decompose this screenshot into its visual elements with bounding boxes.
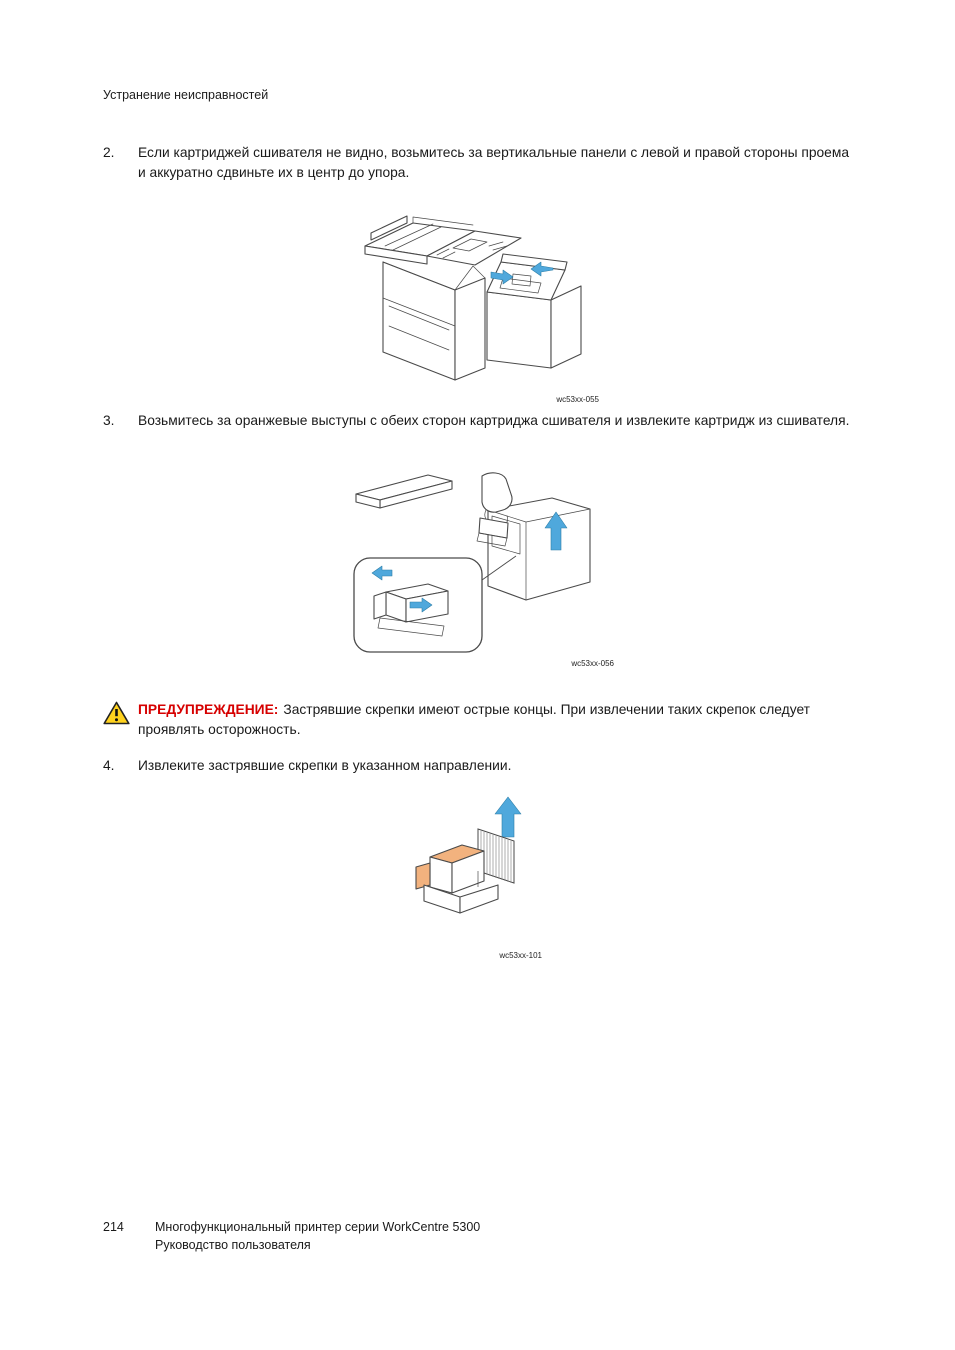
figure-caption: wc53xx-101 bbox=[499, 951, 542, 960]
step-text: Если картриджей сшивателя не видно, возьмитесь за вертикальные панели с левой и правой стороны проема и аккуратно сдвиньте их в центр до упора. bbox=[138, 145, 850, 180]
warning-block bbox=[103, 700, 853, 740]
warning-text: Застрявшие скрепки имеют острые концы. При извлечении таких скрепок следует проявлять осторожность. bbox=[138, 702, 810, 737]
figure-caption: wc53xx-056 bbox=[571, 659, 614, 668]
warning-triangle-icon bbox=[103, 700, 138, 730]
warning-label: ПРЕДУПРЕЖДЕНИЕ: bbox=[138, 702, 279, 717]
warning-text-block bbox=[138, 700, 853, 740]
step-text: Извлеките застрявшие скрепки в указанном направлении. bbox=[138, 758, 512, 773]
staple-cartridge-illustration bbox=[408, 795, 548, 947]
step-item-2 bbox=[103, 143, 851, 183]
step-item-3 bbox=[103, 411, 851, 431]
figure-staple-cartridge bbox=[408, 795, 548, 960]
blue-arrow-up-icon bbox=[495, 797, 521, 837]
footer-lines bbox=[155, 1219, 480, 1254]
step-text: Возьмитесь за оранжевые выступы с обеих сторон картриджа сшивателя и извлеките картридж из сшивателя. bbox=[138, 413, 850, 428]
footer-doc-title: Руководство пользователя bbox=[155, 1237, 311, 1252]
printer-finisher-illustration bbox=[355, 206, 605, 391]
running-header: Устранение неисправностей bbox=[103, 88, 269, 102]
footer-product: Многофункциональный принтер серии WorkCentre 5300 bbox=[155, 1220, 481, 1234]
page-footer bbox=[103, 1219, 480, 1254]
cartridge-removal-illustration bbox=[340, 470, 620, 655]
step-number: 4. bbox=[103, 758, 115, 773]
figure-cartridge-removal bbox=[340, 470, 620, 668]
step-number: 3. bbox=[103, 413, 115, 428]
step-number: 2. bbox=[103, 145, 115, 160]
figure-caption: wc53xx-055 bbox=[556, 395, 599, 404]
figure-printer-finisher bbox=[355, 206, 605, 404]
step-item-4 bbox=[103, 756, 851, 776]
page-number: 214 bbox=[103, 1220, 124, 1234]
